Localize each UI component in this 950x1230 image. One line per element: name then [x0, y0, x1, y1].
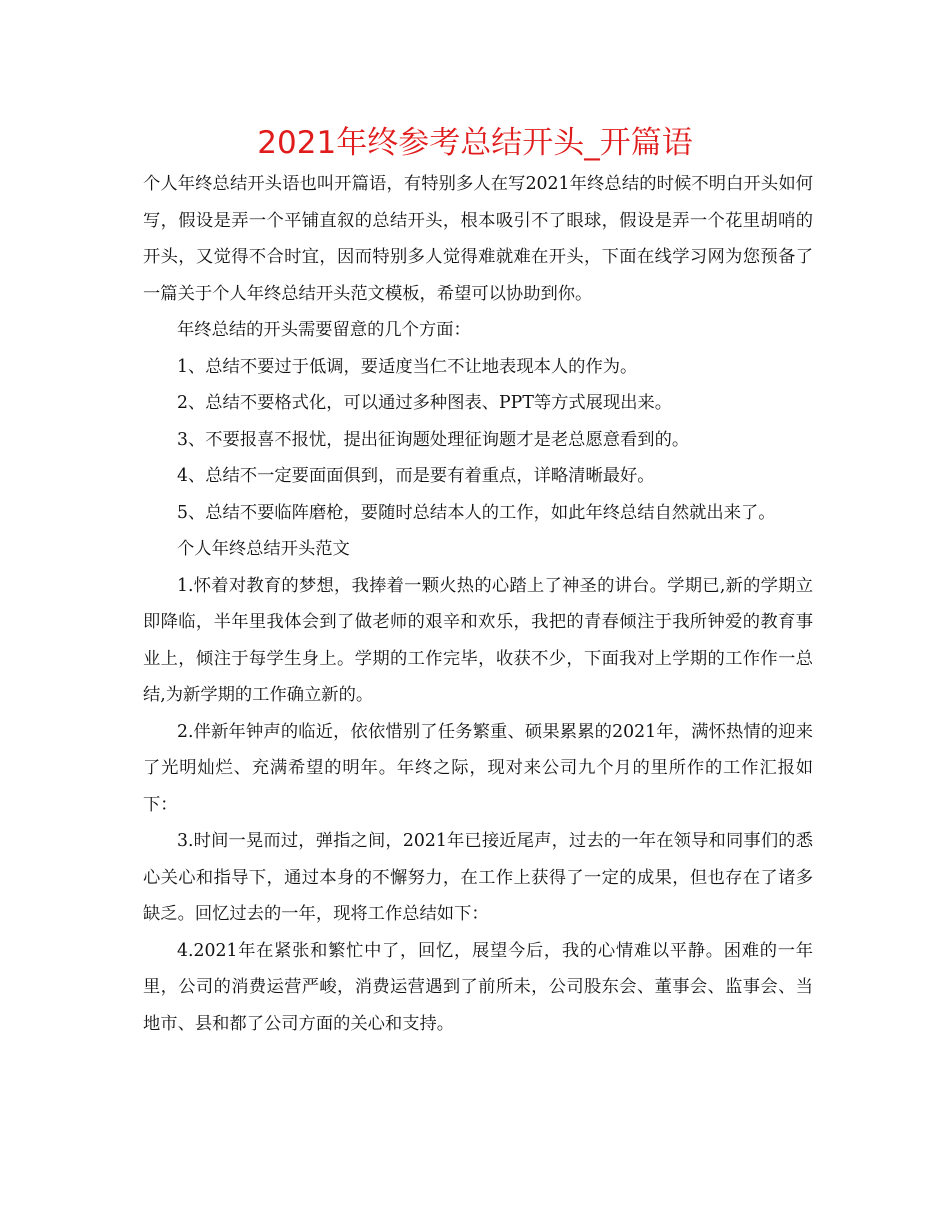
- document-body: [143, 166, 813, 1042]
- paragraph-tip-3: 3、不要报喜不报忧，提出征询题处理征询题才是老总愿意看到的。: [177, 429, 690, 450]
- paragraph-tip-4: 4、总结不一定要面面俱到，而是要有着重点，详略清晰最好。: [177, 466, 655, 486]
- paragraph-tips-heading: 年终总结的开头需要留意的几个方面：: [177, 320, 471, 340]
- paragraph-tip-2: 2、总结不要格式化，可以通过多种图表、PPT等方式展现出来。: [177, 393, 673, 413]
- paragraph-intro: 个人年终总结开头语也叫开篇语，有特别多人在写2021年终总结的时候不明白开头如何写，假设是弄一个平铺直叙的总结开头，根本吸引不了眼球，假设是弄一个花里胡哨的开头，又觉得不合时宜，因而特别多人觉得难就难在开头，下面在线学习网为您预备了一篇关于个人年终总结开头范文模板，希望可以协助到你。: [143, 174, 813, 304]
- paragraph-tip-5: 5、总结不要临阵磨枪，要随时总结本人的工作，如此年终总结自然就出来了。: [177, 502, 776, 523]
- paragraph-example-2: 2.伴新年钟声的临近，依依惜别了任务繁重、硕果累累的2021年，满怀热情的迎来了光明灿烂、充满希望的明年。年终之际，现对来公司九个月的里所作的工作汇报如下：: [143, 721, 813, 815]
- paragraph-example-3: 3.时间一晃而过，弹指之间，2021年已接近尾声，过去的一年在领导和同事们的悉心关心和指导下，通过本身的不懈努力，在工作上获得了一定的成果，但也存在了诸多缺乏。回忆过去的一年，现将工作总结如下：: [143, 831, 813, 924]
- paragraph-example-4: 4.2021年在紧张和繁忙中了，回忆，展望今后，我的心情难以平静。困难的一年里，公司的消费运营严峻，消费运营遇到了前所未，公司股东会、董事会、监事会、当地市、县和都了公司方面的关心和支持。: [143, 940, 813, 1034]
- paragraph-examples-heading: 个人年终总结开头范文: [177, 539, 350, 559]
- document-title: 2021年终参考总结开头_开篇语: [257, 125, 693, 161]
- paragraph-example-1: 1.怀着对教育的梦想，我捧着一颗火热的心踏上了神圣的讲台。学期已,新的学期立即降临，半年里我体会到了做老师的艰辛和欢乐，我把的青春倾注于我所钟爱的教育事业上，倾注于每学生身上。学期的工作完毕，收获不少，下面我对上学期的工作作一总结,为新学期的工作确立新的。: [143, 575, 813, 705]
- paragraph-tip-1: 1、总结不要过于低调，要适度当仁不让地表现本人的作为。: [177, 356, 638, 377]
